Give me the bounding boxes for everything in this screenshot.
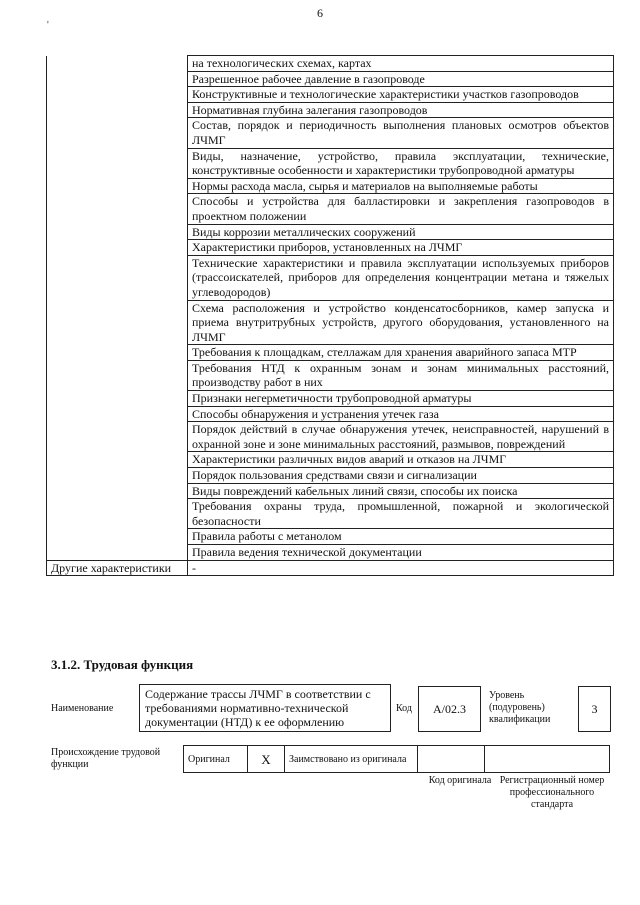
name-label: Наименование [51, 703, 114, 714]
requirement-item: Требования к площадкам, стеллажам для хранения аварийного запаса МТР [188, 345, 614, 361]
requirement-item: Правила работы с метанолом [188, 529, 614, 545]
requirement-item: Характеристики приборов, установленных на ЛЧМГ [188, 240, 614, 256]
table-row [47, 56, 614, 72]
original-mark-cell: X [248, 746, 285, 773]
section-title: 3.1.2. Трудовая функция [51, 657, 194, 672]
registration-number-cell [485, 746, 610, 773]
borrowed-label-cell: Заимствовано из оригинала [285, 746, 418, 773]
requirement-item: Способы и устройства для балластировки и закрепления газопроводов в проектном положении [188, 194, 614, 224]
requirement-item: Технические характеристики и правила эксплуатации используемых приборов (трассоискателей, приборов для определения концентрации метана и тяжелых углеводородов) [188, 255, 614, 300]
function-code-box [418, 686, 481, 732]
requirement-item: Нормы расхода масла, сырья и материалов на выполняемые работы [188, 178, 614, 194]
requirement-item: Конструктивные и технологические характеристики участков газопроводов [188, 87, 614, 103]
requirement-item: Характеристики различных видов аварий и отказов на ЛЧМГ [188, 452, 614, 468]
origin-label: Происхождение трудовой функции [51, 747, 161, 770]
original-code-cell [418, 746, 485, 773]
qualification-level-box [578, 686, 611, 732]
requirement-item: на технологических схемах, картах [188, 56, 614, 72]
requirement-item: Способы обнаружения и устранения утечек газа [188, 406, 614, 422]
requirement-item: Требования охраны труда, промышленной, пожарной и экологической безопасности [188, 499, 614, 529]
other-characteristics-value: - [188, 560, 614, 576]
requirement-item: Разрешенное рабочее давление в газопроводе [188, 71, 614, 87]
requirement-item: Виды, назначение, устройство, правила эксплуатации, технические, конструктивные особенности и характеристики трубопроводной арматуры [188, 148, 614, 178]
requirement-item: Признаки негерметичности трубопроводной арматуры [188, 391, 614, 407]
requirements-label-cell [47, 56, 188, 561]
requirement-item: Требования НТД к охранным зонам и зонам минимальных расстояний, производству работ в них [188, 360, 614, 390]
original-label-cell: Оригинал [184, 746, 248, 773]
table-row-other [47, 560, 614, 576]
requirement-item: Состав, порядок и периодичность выполнения плановых осмотров объектов ЛЧМГ [188, 118, 614, 148]
other-characteristics-label: Другие характеристики [47, 560, 188, 576]
registration-caption: Регистрационный номер профессионального стандарта [499, 775, 605, 810]
function-name-box: Содержание трассы ЛЧМГ в соответствии с требованиями нормативно-технической документации (НТД) к ее оформлению [139, 684, 391, 732]
requirements-table [46, 55, 614, 576]
page-number: 6 [317, 6, 323, 20]
requirement-item: Порядок действий в случае обнаружения утечек, неисправностей, нарушений в охранной зоне и зоне минимальных расстояний, размывов, повреждений [188, 422, 614, 452]
requirement-item: Виды повреждений кабельных линий связи, способы их поиска [188, 483, 614, 499]
function-code-value: А/02.3 [433, 701, 466, 716]
requirement-item: Схема расположения и устройство конденсатосборников, камер запуска и приема внутритрубных устройств, другого оборудования, установленного на ЛЧМГ [188, 300, 614, 345]
code-label: Код [396, 703, 412, 714]
level-label: Уровень (подуровень) квалификации [489, 690, 551, 725]
corner-mark: ' [47, 20, 49, 31]
qualification-level-value: 3 [591, 701, 598, 716]
requirement-item: Правила ведения технической документации [188, 545, 614, 561]
code-caption: Код оригинала [428, 775, 492, 786]
origin-table [183, 745, 610, 773]
requirement-item: Виды коррозии металлических сооружений [188, 224, 614, 240]
requirement-item: Нормативная глубина залегания газопроводов [188, 102, 614, 118]
requirement-item: Порядок пользования средствами связи и сигнализации [188, 468, 614, 484]
